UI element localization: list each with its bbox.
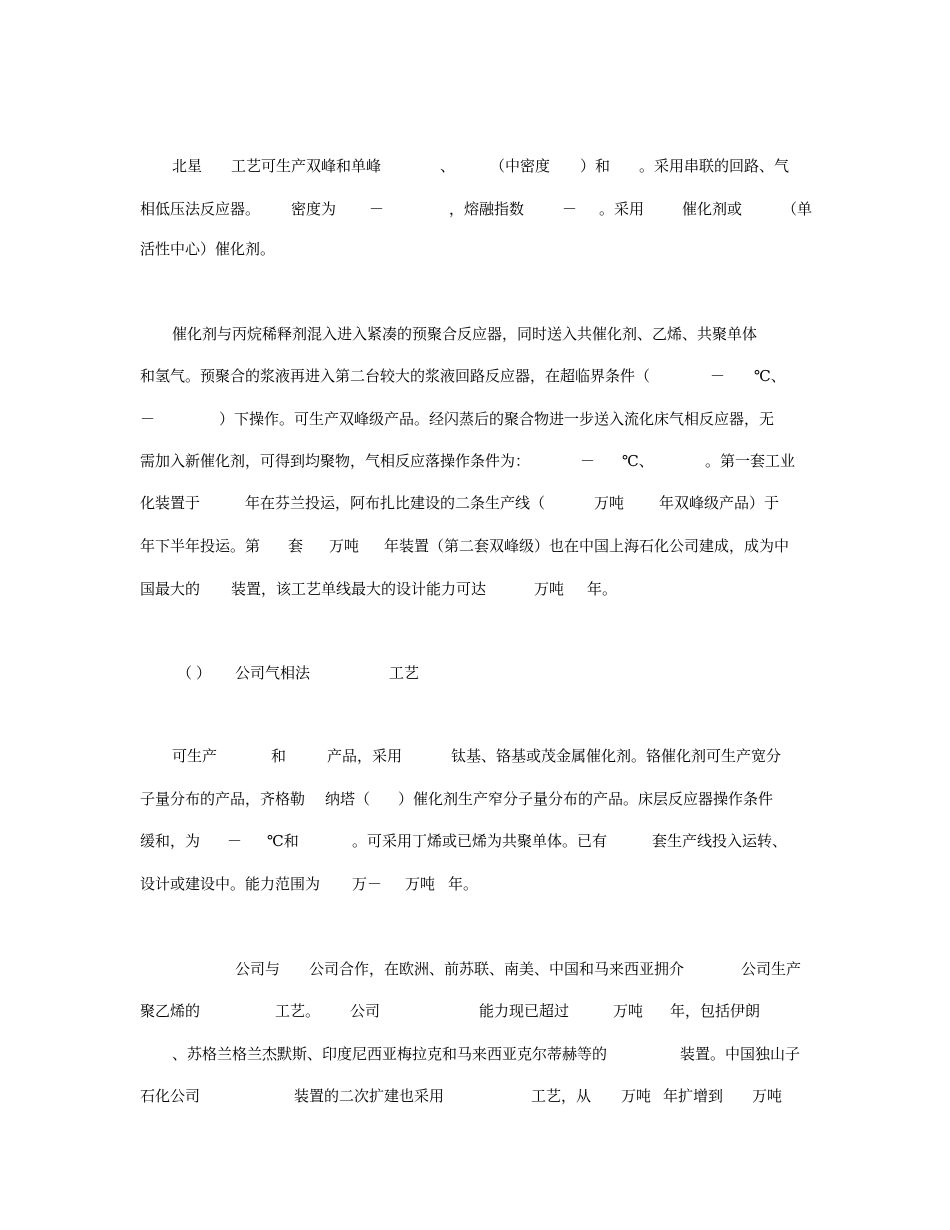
text-segment: 石化公司 — [140, 1087, 201, 1105]
text-segment: 能力现已超过 — [479, 1002, 570, 1020]
text-segment: 。采用串联的回路、气 — [639, 157, 790, 175]
text-segment: ℃、 — [622, 452, 654, 470]
text-segment: 工艺，从 — [531, 1087, 592, 1105]
text-segment: － — [227, 832, 243, 850]
text-segment: － — [580, 452, 596, 470]
text-segment: 万吨 — [534, 580, 565, 598]
text-segment: 年扩增到 — [663, 1087, 724, 1105]
text-segment: － — [562, 200, 578, 218]
text-segment: 纳塔（ — [325, 790, 371, 808]
text-segment: 公司合作，在欧洲、前苏联、南美、中国和马来西亚拥介 — [309, 960, 685, 978]
text-segment: 聚乙烯的 — [140, 1002, 201, 1020]
text-segment: ） — [196, 664, 212, 682]
text-segment: 公司 — [350, 1002, 381, 1020]
text-segment: 。可采用丁烯或已烯为共聚单体。已有 — [352, 832, 608, 850]
text-segment: 年装置（第二套双峰级）也在中国上海石化公司建成，成为中 — [384, 537, 790, 555]
text-segment: 年，包括伊朗 — [670, 1002, 761, 1020]
text-segment: 年。 — [587, 580, 618, 598]
text-segment: 北星 — [172, 157, 203, 175]
text-segment: 密度为 — [291, 200, 337, 218]
text-segment: 装置，该工艺单线最大的设计能力可达 — [231, 580, 487, 598]
text-segment: 子量分布的产品，齐格勒 — [140, 790, 306, 808]
text-segment: 活性中心）催化剂。 — [140, 240, 276, 258]
text-segment: － — [369, 200, 385, 218]
text-segment: 公司生产 — [741, 960, 802, 978]
text-segment: 和 — [271, 747, 287, 765]
text-segment: 需加入新催化剂，可得到均聚物，气相反应落操作条件为： — [140, 452, 531, 470]
text-segment: ）下操作。可生产双峰级产品。经闪蒸后的聚合物进一步送入流化床气相反应器，无 — [219, 410, 775, 428]
text-segment: ）催化剂生产窄分子量分布的产品。床层反应器操作条件 — [398, 790, 774, 808]
text-segment: 年。 — [448, 875, 479, 893]
text-segment: 、 — [440, 157, 456, 175]
text-segment: （单 — [782, 200, 813, 218]
text-segment: 相低压法反应器。 — [140, 200, 261, 218]
text-segment: 。采用 — [599, 200, 645, 218]
text-segment: 工艺。 — [275, 1002, 321, 1020]
text-segment: 国最大的 — [140, 580, 201, 598]
text-segment: 、苏格兰格兰杰默斯、印度尼西亚梅拉克和马来西亚克尔蒂赫等的 — [172, 1045, 608, 1063]
text-segment: 催化剂或 — [682, 200, 743, 218]
text-segment: 产品，采用 — [327, 747, 403, 765]
text-segment: 年双峰级产品）于 — [659, 494, 780, 512]
text-segment: 万吨 — [621, 1087, 652, 1105]
text-segment: 。第一套工业 — [705, 452, 796, 470]
text-segment: 催化剂与丙烷稀释剂混入进入紧凑的预聚合反应器，同时送入共催化剂、乙烯、共聚单体 — [172, 325, 758, 343]
text-segment: 年在芬兰投运，阿布扎比建设的二条生产线（ — [245, 494, 546, 512]
text-segment: 套生产线投入运转、 — [652, 832, 788, 850]
text-segment: 工艺 — [389, 664, 420, 682]
text-segment: 公司与 — [235, 960, 281, 978]
text-segment: 装置的二次扩建也采用 — [294, 1087, 445, 1105]
text-segment: （中密度 — [490, 157, 551, 175]
text-segment: ℃和 — [267, 832, 299, 850]
text-segment: 年下半年投运。第 — [140, 537, 261, 555]
text-segment: 缓和，为 — [140, 832, 201, 850]
text-segment: 设计或建设中。能力范围为 — [140, 875, 321, 893]
text-segment: 套 — [288, 537, 304, 555]
text-segment: 万吨 — [594, 494, 625, 512]
text-segment: 钛基、铬基或茂金属催化剂。铬催化剂可生产宽分 — [451, 747, 782, 765]
text-segment: 万吨 — [752, 1087, 783, 1105]
text-segment: 公司气相法 — [235, 664, 311, 682]
text-segment: － — [140, 410, 156, 428]
text-segment: 和氢气。预聚合的浆液再进入第二台较大的浆液回路反应器，在超临界条件（ — [140, 367, 651, 385]
text-segment: ℃、 — [754, 367, 786, 385]
text-segment: 化装置于 — [140, 494, 201, 512]
text-segment: 万－ — [352, 875, 383, 893]
text-segment: ，熔融指数 — [449, 200, 525, 218]
text-segment: ）和 — [580, 157, 611, 175]
text-segment: － — [710, 367, 726, 385]
text-segment: 可生产 — [172, 747, 218, 765]
text-segment: （ — [177, 664, 193, 682]
text-segment: 工艺可生产双峰和单峰 — [231, 157, 382, 175]
text-segment: 万吨 — [405, 875, 436, 893]
text-segment: 装置。中国独山子 — [680, 1045, 801, 1063]
text-segment: 万吨 — [613, 1002, 644, 1020]
text-segment: 万吨 — [329, 537, 360, 555]
